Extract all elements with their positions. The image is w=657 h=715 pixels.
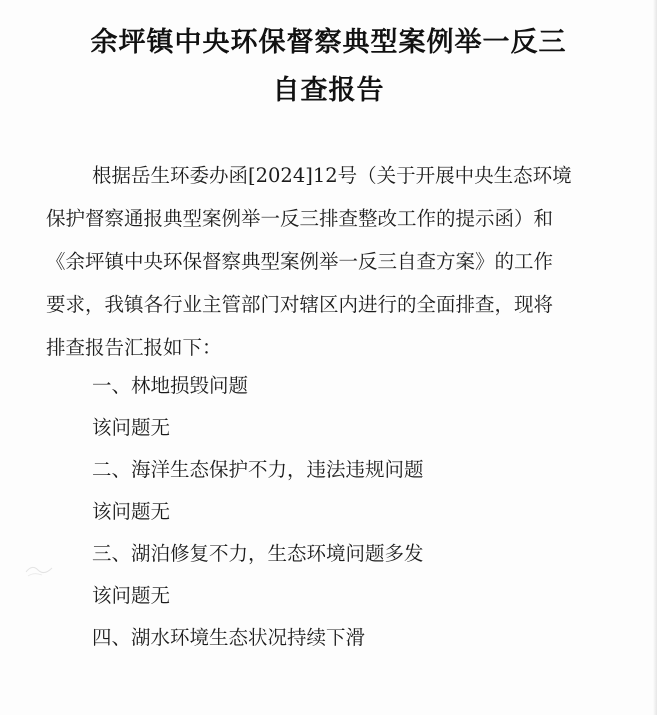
- intro-line-2: 保护督察通报典型案例举一反三排查整改工作的提示函）和: [46, 207, 554, 230]
- section-heading-2: 二、海洋生态保护不力，违法违规问题: [92, 458, 424, 481]
- section-answer-2: 该问题无: [92, 500, 171, 523]
- section-answer-3: 该问题无: [92, 584, 171, 607]
- intro-line-1: 根据岳生环委办函[2024]12号（关于开展中央生态环境: [92, 164, 572, 187]
- section-heading-3: 三、湖泊修复不力，生态环境问题多发: [92, 542, 424, 565]
- section-heading-4: 四、湖水环境生态状况持续下滑: [92, 626, 366, 649]
- intro-line-4: 要求，我镇各行业主管部门对辖区内进行的全面排查，现将: [46, 293, 554, 316]
- intro-line-5: 排查报告汇报如下：: [46, 336, 222, 359]
- page-edge-shadow: [653, 0, 657, 715]
- document-title-line-1: 余坪镇中央环保督察典型案例举一反三: [90, 27, 567, 58]
- section-heading-1: 一、林地损毁问题: [92, 374, 249, 397]
- scan-smudge-mark: [24, 560, 54, 580]
- intro-line-3: 《余坪镇中央环保督察典型案例举一反三自查方案》的工作: [46, 250, 554, 273]
- document-title-line-2: 自查报告: [272, 75, 385, 106]
- section-answer-1: 该问题无: [92, 416, 171, 439]
